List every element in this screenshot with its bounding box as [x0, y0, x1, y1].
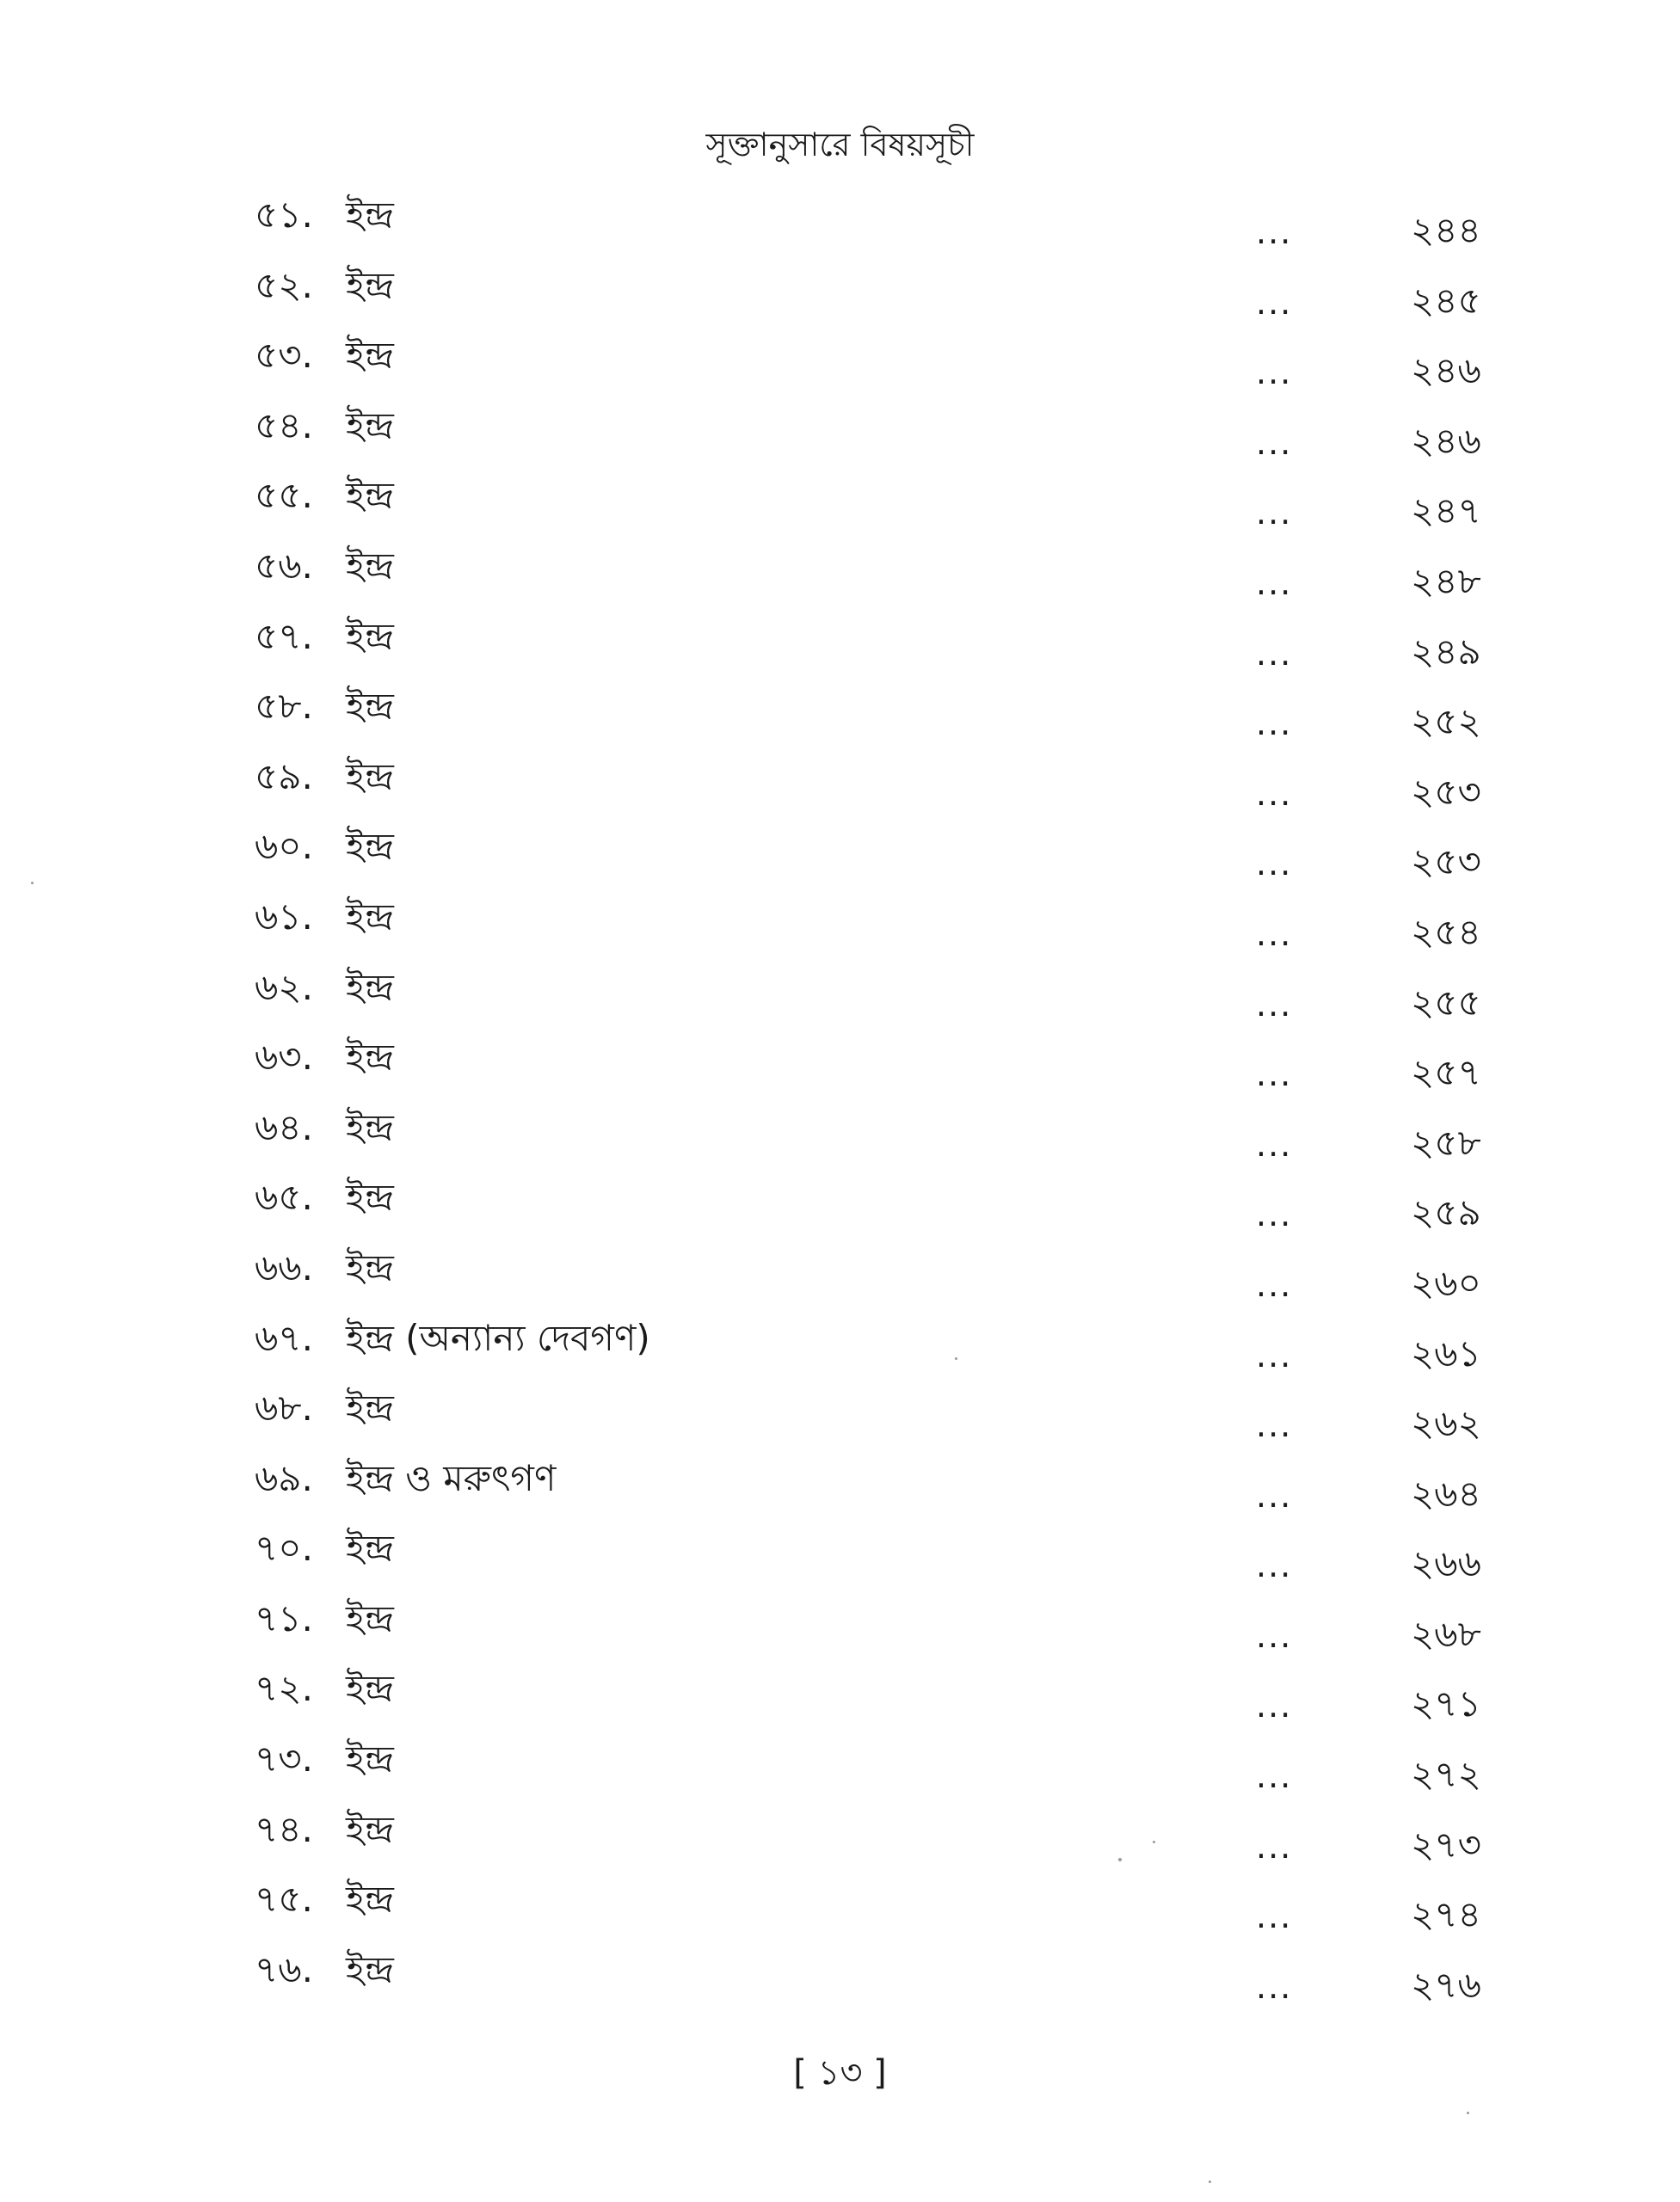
entry-page-number: ২৪৬: [1411, 349, 1481, 392]
scan-speck: [1209, 2180, 1211, 2183]
entry-number: ৬১.: [255, 895, 313, 938]
entry-number: ৫৪.: [255, 403, 313, 446]
entry-page-number: ২৫৮: [1411, 1121, 1481, 1164]
scan-speck: [31, 882, 34, 884]
leader-dots: ...: [1256, 1125, 1293, 1164]
entry-page-number: ২৫৩: [1411, 840, 1481, 883]
toc-entry: [0, 1382, 1680, 1453]
leader-dots: ...: [1256, 985, 1293, 1024]
entry-number: ৭০.: [255, 1527, 313, 1570]
entry-page-number: ২৭১: [1411, 1682, 1481, 1725]
entry-number: ৫৫.: [255, 474, 313, 517]
leader-dots: ...: [1256, 494, 1293, 532]
entry-title: ইন্দ্র: [346, 1596, 394, 1639]
entry-title: ইন্দ্র: [346, 1036, 394, 1079]
toc-entry: [0, 680, 1680, 751]
page-title: সূক্তানুসারে বিষয়সূচী: [705, 126, 975, 163]
scan-speck: [1118, 1858, 1122, 1861]
entry-page-number: ২৬২: [1411, 1402, 1481, 1445]
page-header: [0, 119, 1680, 170]
toc-entry: [0, 470, 1680, 540]
toc-entry: [0, 540, 1680, 611]
entry-page-number: ২৪৮: [1411, 559, 1481, 602]
toc-entry: [0, 1172, 1680, 1242]
entry-number: ৬৩.: [255, 1036, 313, 1079]
leader-dots: ...: [1256, 774, 1293, 813]
entry-title: ইন্দ্র: [346, 1387, 394, 1430]
toc-entry: [0, 1804, 1680, 1874]
entry-page-number: ২৭২: [1411, 1753, 1481, 1796]
toc-entry: [0, 891, 1680, 962]
entry-title: ইন্দ্র: [346, 474, 394, 517]
entry-number: ৫৩.: [255, 334, 313, 377]
entry-title: ইন্দ্র: [346, 334, 394, 377]
leader-dots: ...: [1256, 1757, 1293, 1796]
leader-dots: ...: [1256, 213, 1293, 251]
leader-dots: ...: [1256, 1687, 1293, 1725]
entry-number: ৫৮.: [255, 685, 313, 728]
entry-title: ইন্দ্র: [346, 1807, 394, 1850]
toc-entry: [0, 1944, 1680, 2014]
entry-title: ইন্দ্র: [346, 1176, 394, 1219]
toc-entry: [0, 962, 1680, 1032]
toc-entry: [0, 1242, 1680, 1313]
entry-title: ইন্দ্র: [346, 194, 394, 236]
entry-title: ইন্দ্র: [346, 1527, 394, 1570]
entry-page-number: ২৬০: [1411, 1261, 1481, 1304]
entry-title: ইন্দ্র: [346, 1667, 394, 1710]
toc-entry: [0, 1663, 1680, 1733]
entry-page-number: ২৬১: [1411, 1332, 1481, 1375]
scan-speck: [955, 1357, 957, 1360]
leader-dots: ...: [1256, 423, 1293, 462]
entry-number: ৫১.: [255, 194, 313, 236]
leader-dots: ...: [1256, 845, 1293, 883]
entry-title: ইন্দ্র ও মরুৎগণ: [346, 1456, 557, 1499]
entry-page-number: ২৫৭: [1411, 1051, 1481, 1094]
table-of-contents: [0, 189, 1680, 2014]
entry-title: ইন্দ্র: [346, 825, 394, 868]
entry-title: ইন্দ্র: [346, 403, 394, 446]
leader-dots: ...: [1256, 1265, 1293, 1304]
entry-page-number: ২৪৪: [1411, 209, 1481, 251]
entry-page-number: ২৫৫: [1411, 981, 1481, 1024]
entry-number: ৫৭.: [255, 614, 313, 657]
entry-page-number: ২৫২: [1411, 700, 1481, 743]
entry-page-number: ২৪৭: [1411, 489, 1481, 532]
entry-page-number: ২৪৬: [1411, 419, 1481, 462]
entry-page-number: ২৪৯: [1411, 630, 1481, 673]
leader-dots: ...: [1256, 563, 1293, 602]
toc-entry: [0, 329, 1680, 400]
entry-title: ইন্দ্র: [346, 1878, 394, 1921]
entry-title: ইন্দ্র: [346, 1738, 394, 1781]
toc-entry: [0, 1522, 1680, 1593]
toc-entry: [0, 751, 1680, 821]
leader-dots: ...: [1256, 1616, 1293, 1655]
entry-number: ৬৭.: [255, 1316, 313, 1359]
entry-page-number: ২৫৯: [1411, 1191, 1481, 1234]
leader-dots: ...: [1256, 354, 1293, 392]
entry-number: ৬৬.: [255, 1246, 313, 1289]
leader-dots: ...: [1256, 283, 1293, 322]
leader-dots: ...: [1256, 1336, 1293, 1375]
entry-number: ৭১.: [255, 1596, 313, 1639]
entry-title: ইন্দ্র: [346, 754, 394, 797]
entry-number: ৬৮.: [255, 1387, 313, 1430]
leader-dots: ...: [1256, 914, 1293, 953]
entry-number: ৬৫.: [255, 1176, 313, 1219]
entry-page-number: ২৭৪: [1411, 1893, 1481, 1936]
leader-dots: ...: [1256, 1827, 1293, 1866]
entry-number: ৭৫.: [255, 1878, 313, 1921]
entry-page-number: ২৬৪: [1411, 1472, 1481, 1515]
toc-entry: [0, 260, 1680, 330]
entry-title: ইন্দ্র: [346, 614, 394, 657]
entry-number: ৬০.: [255, 825, 313, 868]
entry-title: ইন্দ্র: [346, 895, 394, 938]
leader-dots: ...: [1256, 1547, 1293, 1585]
entry-number: ৬২.: [255, 965, 313, 1008]
toc-entry: [0, 1733, 1680, 1804]
entry-number: ৫২.: [255, 263, 313, 306]
leader-dots: ...: [1256, 1406, 1293, 1445]
leader-dots: ...: [1256, 704, 1293, 743]
toc-entry: [0, 1873, 1680, 1944]
toc-entry: [0, 611, 1680, 681]
entry-title: ইন্দ্র: [346, 685, 394, 728]
toc-entry: [0, 821, 1680, 891]
entry-number: ৫৯.: [255, 754, 313, 797]
entry-page-number: ২৪৫: [1411, 279, 1481, 322]
entry-number: ৫৬.: [255, 544, 313, 587]
entry-number: ৬৯.: [255, 1456, 313, 1499]
toc-entry: [0, 189, 1680, 260]
entry-title: ইন্দ্র (অন্যান্য দেবগণ): [346, 1316, 650, 1359]
toc-entry: [0, 1102, 1680, 1172]
entry-title: ইন্দ্র: [346, 1246, 394, 1289]
entry-title: ইন্দ্র: [346, 544, 394, 587]
leader-dots: ...: [1256, 1196, 1293, 1234]
leader-dots: ...: [1256, 1898, 1293, 1936]
entry-number: ৭২.: [255, 1667, 313, 1710]
entry-number: ৭৪.: [255, 1807, 313, 1850]
leader-dots: ...: [1256, 1967, 1293, 2006]
page-footer: [0, 2047, 1680, 2099]
toc-entry: [0, 1031, 1680, 1102]
toc-entry: [0, 1313, 1680, 1383]
page-number: [ ১৩ ]: [793, 2053, 887, 2093]
entry-title: ইন্দ্র: [346, 263, 394, 306]
leader-dots: ...: [1256, 1055, 1293, 1094]
toc-entry: [0, 1453, 1680, 1523]
entry-number: ৭৩.: [255, 1738, 313, 1781]
leader-dots: ...: [1256, 1476, 1293, 1515]
entry-page-number: ২৭৬: [1411, 1963, 1481, 2006]
entry-title: ইন্দ্র: [346, 1105, 394, 1148]
entry-page-number: ২৫৩: [1411, 770, 1481, 813]
entry-page-number: ২৬৬: [1411, 1542, 1481, 1585]
entry-title: ইন্দ্র: [346, 965, 394, 1008]
entry-page-number: ২৬৮: [1411, 1612, 1481, 1655]
toc-entry: [0, 400, 1680, 471]
scan-speck: [1153, 1841, 1155, 1843]
entry-page-number: ২৭৩: [1411, 1823, 1481, 1866]
entry-number: ৬৪.: [255, 1105, 313, 1148]
scan-speck: [1467, 2112, 1469, 2114]
entry-number: ৭৬.: [255, 1947, 313, 1990]
leader-dots: ...: [1256, 634, 1293, 673]
entry-page-number: ২৫৪: [1411, 910, 1481, 953]
toc-entry: [0, 1593, 1680, 1664]
entry-title: ইন্দ্র: [346, 1947, 394, 1990]
